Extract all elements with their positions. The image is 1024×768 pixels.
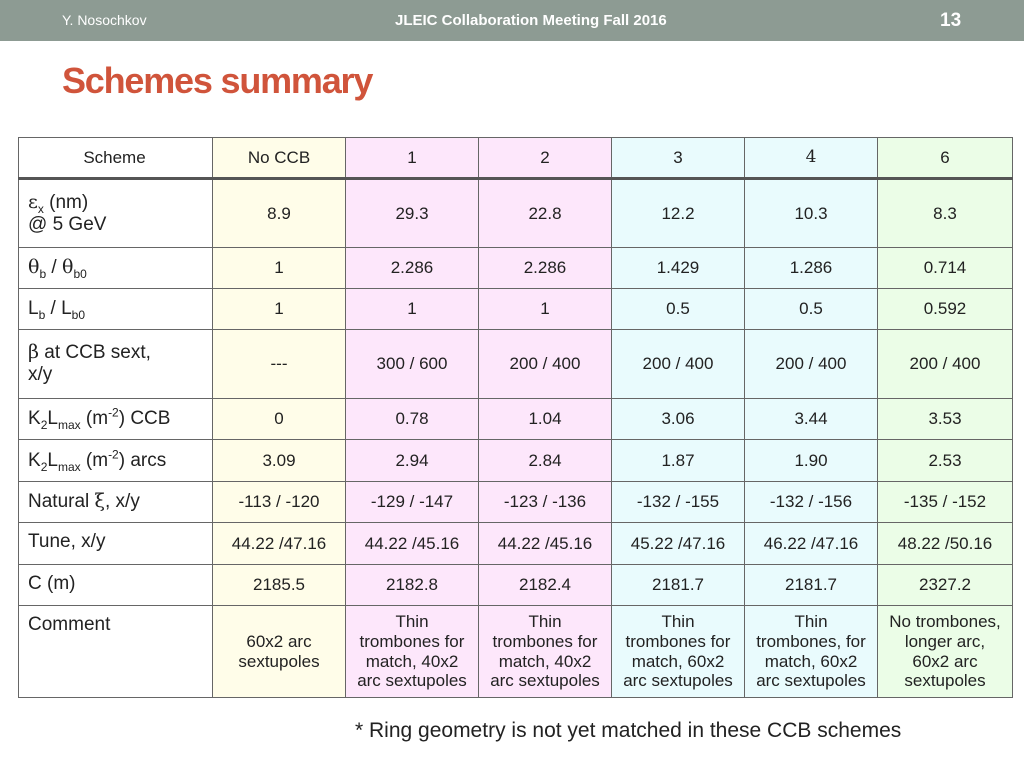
table-cell: -135 / -152 [878,482,1013,523]
column-header-no-ccb: No CCB [213,138,346,179]
table-cell: --- [213,330,346,399]
table-cell: 1.90 [745,440,878,482]
table-cell: -132 / -155 [612,482,745,523]
table-row-chromaticity [19,482,1013,523]
table-cell: -132 / -156 [745,482,878,523]
table-cell: 0.592 [878,289,1013,330]
table-row-emittance [19,179,1013,248]
row-label-length: $L_b / L_{b0}$ [19,289,213,330]
table-cell: 0.78 [346,399,479,440]
row-label-chromaticity: Natural ξ, x/y [19,482,213,523]
table-cell: 0.5 [745,289,878,330]
table-cell: 1.286 [745,248,878,289]
table-row-comment [19,606,1013,698]
table-cell: 2.53 [878,440,1013,482]
table-cell: 200 / 400 [745,330,878,399]
scheme-label: Scheme [19,138,213,179]
table-cell: -113 / -120 [213,482,346,523]
row-label-emittance: $\varepsilon_x$ (nm) @ 5 GeV [19,179,213,248]
table-cell: 2.286 [479,248,612,289]
table-cell: 2182.8 [346,565,479,606]
column-header-6: 6 [878,138,1013,179]
table-cell: 8.3 [878,179,1013,248]
table-row-circumference [19,565,1013,606]
table-cell: 48.22 /50.16 [878,523,1013,565]
table-cell: 2182.4 [479,565,612,606]
table-cell: 1 [346,289,479,330]
header-bar [0,0,1024,41]
table-cell: 29.3 [346,179,479,248]
table-row-beta [19,330,1013,399]
table-cell: 46.22 /47.16 [745,523,878,565]
table-row-k2-ccb [19,399,1013,440]
column-header-4: 4 [745,138,878,179]
table-cell: Thin trombones for match, 60x2 arc sextupoles [612,606,745,698]
table-row-tune [19,523,1013,565]
table-cell: 8.9 [213,179,346,248]
row-label-beta: β at CCB sext, x/y [19,330,213,399]
table-cell: 12.2 [612,179,745,248]
column-header-3: 3 [612,138,745,179]
table-cell: 1.04 [479,399,612,440]
table-cell: 200 / 400 [612,330,745,399]
table-cell: 60x2 arc sextupoles [213,606,346,698]
table-cell: 1.87 [612,440,745,482]
row-label-comment: Comment [19,606,213,698]
table-cell: No trombones, longer arc, 60x2 arc sextupoles [878,606,1013,698]
table-cell: 44.22 /47.16 [213,523,346,565]
table-cell: 3.53 [878,399,1013,440]
table-cell: 2181.7 [745,565,878,606]
table-cell: 2.286 [346,248,479,289]
table-cell: 2327.2 [878,565,1013,606]
table-cell: 0.714 [878,248,1013,289]
meeting-title: JLEIC Collaboration Meeting Fall 2016 [395,12,667,29]
table-cell: 3.44 [745,399,878,440]
slide-number: 13 [940,10,962,31]
table-row-k2-arcs [19,440,1013,482]
column-header-1: 1 [346,138,479,179]
schemes-table [18,137,1013,698]
slide-title: Schemes summary [62,60,373,101]
table-cell: 1 [213,248,346,289]
table-cell: 200 / 400 [878,330,1013,399]
row-label-k2-ccb: $K_2L_{max}$ $(m^{-2})$ CCB [19,399,213,440]
table-cell: 1 [479,289,612,330]
table-cell: Thin trombones for match, 40x2 arc sextupoles [346,606,479,698]
table-cell: Thin trombones for match, 40x2 arc sextupoles [479,606,612,698]
table-cell: 300 / 600 [346,330,479,399]
column-header-2: 2 [479,138,612,179]
table-cell: 0 [213,399,346,440]
table-cell: 44.22 /45.16 [346,523,479,565]
table-cell: -123 / -136 [479,482,612,523]
table-cell: 2.84 [479,440,612,482]
table-cell: 2.94 [346,440,479,482]
table-cell: 22.8 [479,179,612,248]
author-name: Y. Nosochkov [62,12,147,28]
table-cell: 3.06 [612,399,745,440]
table-row-length [19,289,1013,330]
row-label-circumference: C (m) [19,565,213,606]
table-row-theta [19,248,1013,289]
row-label-k2-arcs: $K_2L_{max}$ $(m^{-2})$ arcs [19,440,213,482]
row-label-theta: $\theta_b / \theta_{b0}$ [19,248,213,289]
table-cell: 1 [213,289,346,330]
table-cell: 2185.5 [213,565,346,606]
table-cell: 200 / 400 [479,330,612,399]
footnote: * Ring geometry is not yet matched in these CCB schemes [355,719,902,742]
table-cell: 44.22 /45.16 [479,523,612,565]
table-cell: 45.22 /47.16 [612,523,745,565]
row-label-tune: Tune, x/y [19,523,213,565]
table-cell: -129 / -147 [346,482,479,523]
table-cell: 10.3 [745,179,878,248]
table-cell: 0.5 [612,289,745,330]
table-header-row [19,138,1013,179]
table-cell: 1.429 [612,248,745,289]
table-cell: Thin trombones, for match, 60x2 arc sextupoles [745,606,878,698]
table-cell: 2181.7 [612,565,745,606]
table-cell: 3.09 [213,440,346,482]
